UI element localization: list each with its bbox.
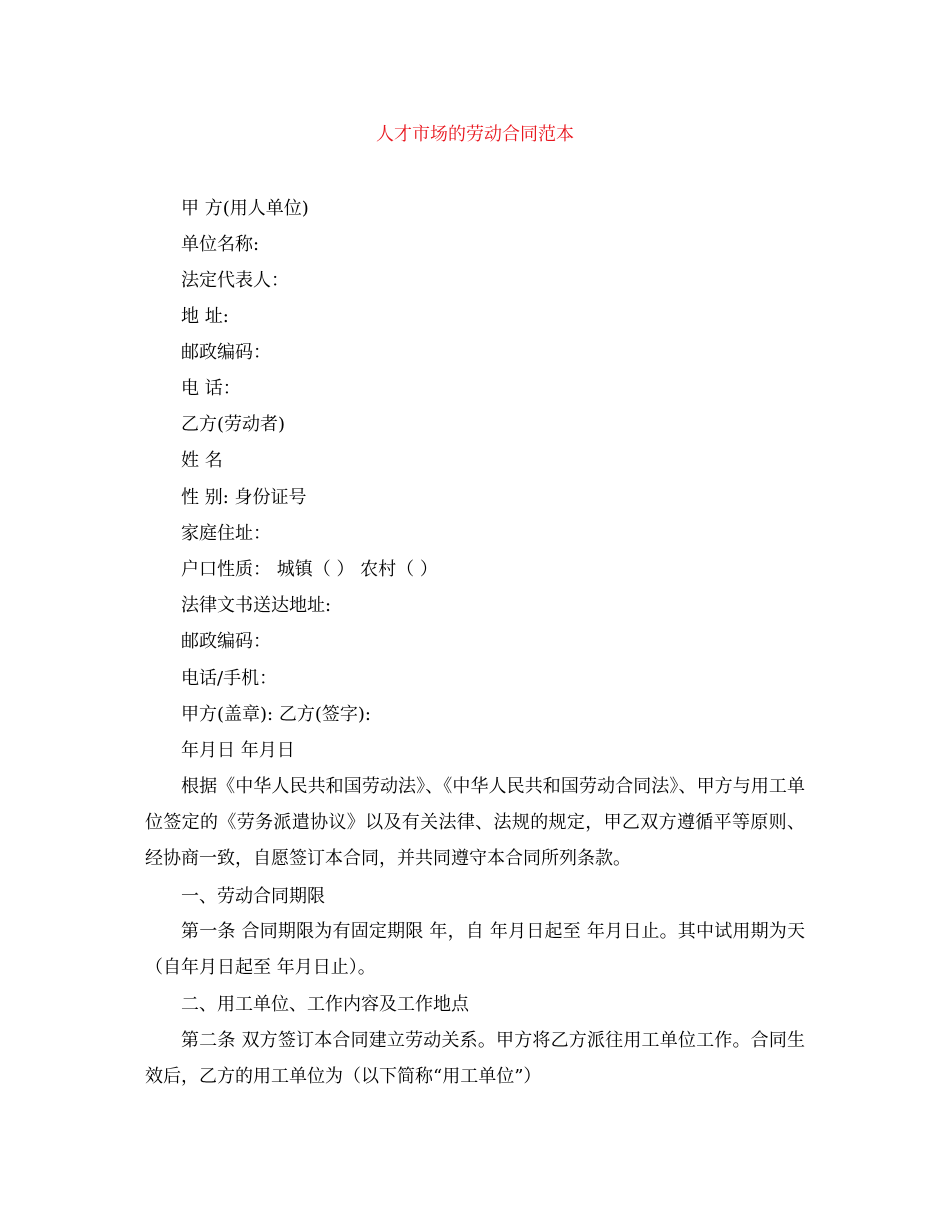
article-2: 第二条 双方签订本合同建立劳动关系。甲方将乙方派往用工单位工作。合同生效后，乙方的用工单位为（以下简称“用工单位”）: [145, 1030, 805, 1087]
household-type-field: 户口性质： 城镇（ ） 农村（ ）: [181, 559, 438, 580]
party-b-heading: 乙方(劳动者): [181, 414, 286, 435]
section-1-heading: 一、劳动合同期限: [181, 886, 325, 907]
employer-postcode-field: 邮政编码：: [181, 342, 271, 363]
signature-date-line: 年月日 年月日: [181, 740, 295, 761]
intro-paragraph: 根据《中华人民共和国劳动法》、《中华人民共和国劳动合同法》、甲方与用工单位签定的《劳务派遣协议》以及有关法律、法规的规定，甲乙双方遵循平等原则、经协商一致，自愿签订本合同，并共同遵守本合同所列条款。: [145, 776, 805, 869]
worker-name-field: 姓 名: [181, 450, 223, 471]
signature-line: 甲方(盖章): 乙方(签字):: [181, 704, 371, 725]
worker-phone-field: 电话/手机：: [181, 668, 278, 689]
party-a-heading: 甲 方(用人单位): [181, 198, 309, 219]
worker-postcode-field: 邮政编码：: [181, 631, 271, 652]
article-1: 第一条 合同期限为有固定期限 年，自 年月日起至 年月日止。其中试用期为天（自年月日起至 年月日止）。: [145, 921, 805, 978]
legal-delivery-address-field: 法律文书送达地址:: [181, 595, 332, 616]
gender-id-field: 性 别: 身份证号: [181, 487, 307, 508]
section-2-heading: 二、用工单位、工作内容及工作地点: [181, 994, 469, 1015]
employer-name-field: 单位名称:: [181, 234, 260, 255]
home-address-field: 家庭住址：: [181, 523, 271, 544]
legal-representative-field: 法定代表人：: [181, 270, 289, 291]
employer-address-field: 地 址:: [181, 306, 229, 327]
employer-phone-field: 电 话：: [181, 378, 241, 399]
document-title: 人才市场的劳动合同范本: [376, 124, 574, 145]
